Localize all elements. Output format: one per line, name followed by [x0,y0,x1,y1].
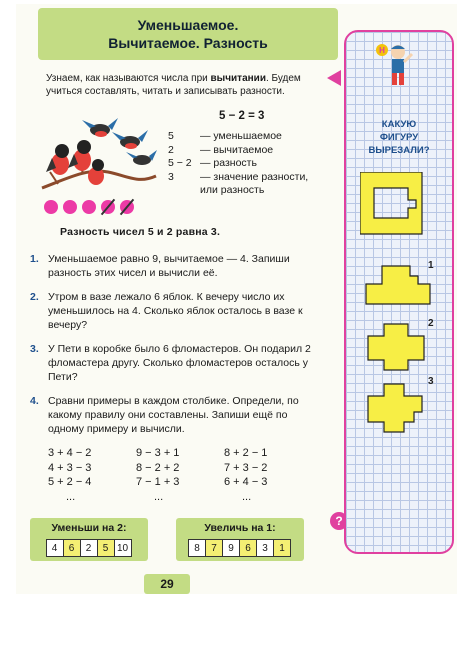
lesson-title-line-2: Вычитаемое. Разность [108,35,268,51]
cut-figure-2 [364,322,440,374]
figure-label: 2 [428,318,434,329]
example-column [224,446,312,504]
term-row [168,144,308,158]
difference-statement: Разность чисел 5 и 2 равна 3. [60,226,221,238]
intro-paragraph [46,72,326,98]
example-expression: 5 + 2 − 4 [48,476,92,488]
chain-cell: 8 [188,539,206,557]
task-number: 4. [30,395,39,407]
term-name: — вычитаемое [200,143,274,156]
box-label: Уменьши на 2: [51,522,127,534]
figure-label: 3 [428,376,434,387]
example-formula: 5 − 2 = 3 [219,110,265,122]
task-number: 2. [30,291,39,303]
boy-mascot-icon [376,40,416,88]
example-expression: 8 + 2 − 1 [224,447,268,459]
chain-cell: 4 [46,539,64,557]
chain-cell: 1 [273,539,291,557]
term-expression: 5 − 2 [168,157,192,169]
bird-icon [68,140,91,171]
example-column [48,446,136,504]
lesson-title-line-1: Уменьшаемое. [137,17,239,33]
sidebar-question-line-2: ФИГУРУ [379,132,419,143]
intro-bold-word: вычитании [210,73,266,84]
intro-text-before: Узнаем, как называются числа при [46,73,211,84]
task-text: Утром в вазе лежало 6 яблок. К вечеру число их уменьшилось на 4. Сколько яблок осталось в вазе к вечеру? [48,291,303,331]
bird-icon [46,144,69,175]
example-expression: 6 + 4 − 3 [224,476,268,488]
number-chain [30,539,148,557]
task-2 [30,290,325,332]
chain-cell: 6 [63,539,81,557]
chain-cell: 2 [80,539,98,557]
flying-bird-icon [112,130,148,149]
task-number: 1. [30,253,39,265]
chain-cell: 10 [114,539,132,557]
dot-icon [63,200,77,214]
decrease-by-two-box [30,518,148,561]
chain-cell: 6 [239,539,257,557]
example-expression: ... [66,490,76,503]
pink-pointer-icon [327,70,341,86]
shapes-sidebar [344,30,454,554]
example-expression: 9 − 3 + 1 [136,447,180,459]
flying-bird-icon [82,118,118,137]
chain-cell: 9 [222,539,240,557]
dot-icon [44,200,58,214]
chain-cell: 3 [256,539,274,557]
task-text: Сравни примеры в каждом столбике. Определи, по какому правилу они составлены. Запиши ещё по одному примеру и вычисли. [48,395,299,435]
example-expression: ... [242,490,252,503]
term-expression [168,184,200,198]
term-name: или разность [200,184,265,196]
flying-bird-icon [126,150,157,165]
counting-dots [44,200,134,214]
increase-by-one-box [176,518,304,561]
example-expression: 7 − 1 + 3 [136,476,180,488]
task-number: 3. [30,343,39,355]
term-expression: 3 [168,170,174,183]
term-expression: 2 [168,143,174,156]
lesson-title-banner [38,8,338,60]
example-expression: 3 + 4 − 2 [48,447,92,459]
example-expression: 7 + 3 − 2 [224,461,268,474]
task-1 [30,252,325,280]
task-text: У Пети в коробке было 6 фломастеров. Он подарил 2 фломастера другу. Сколько фломастеров осталось у Пети? [48,343,311,383]
square-with-cutout-shape [360,172,428,238]
term-row [168,184,308,198]
box-label: Увеличь на 1: [204,522,276,534]
task-3 [30,342,325,384]
cut-figure-3 [360,382,436,434]
task-4 [30,394,325,436]
figure-label: 1 [428,260,434,271]
term-row [168,130,308,144]
sidebar-question-line-3: ВЫРЕЗАЛИ? [368,145,430,156]
bullfinch-illustration [38,118,160,196]
subtraction-terms-list [168,130,308,198]
chain-cell: 5 [97,539,115,557]
example-column [136,446,224,504]
task-text: Уменьшаемое равно 9, вычитаемое — 4. Запиши разность этих чисел и вычисли её. [48,253,290,279]
dot-icon [82,200,96,214]
chain-cell: 7 [205,539,223,557]
example-expression: 8 − 2 + 2 [136,461,180,474]
crossed-dot-icon [101,200,115,214]
example-expression: 4 + 3 − 3 [48,461,92,474]
sidebar-question-line-1: КАКУЮ [381,119,417,130]
cut-figure-1 [360,264,436,310]
term-name: — разность [200,157,257,169]
example-expression: ... [154,490,164,503]
term-row [168,171,308,185]
example-columns [48,446,312,504]
term-row [168,157,308,171]
mascot-badge: Н [379,46,385,55]
intro-text-after: . Будем учиться составлять, читать и записывать разности. [46,73,301,97]
question-mark-icon: ? [330,512,348,530]
number-chain [176,539,304,557]
page-number: 29 [144,574,190,594]
term-name: — значение разности, [200,170,309,183]
term-expression: 5 [168,130,174,142]
crossed-dot-icon [120,200,134,214]
term-name: — уменьшаемое [200,130,282,142]
